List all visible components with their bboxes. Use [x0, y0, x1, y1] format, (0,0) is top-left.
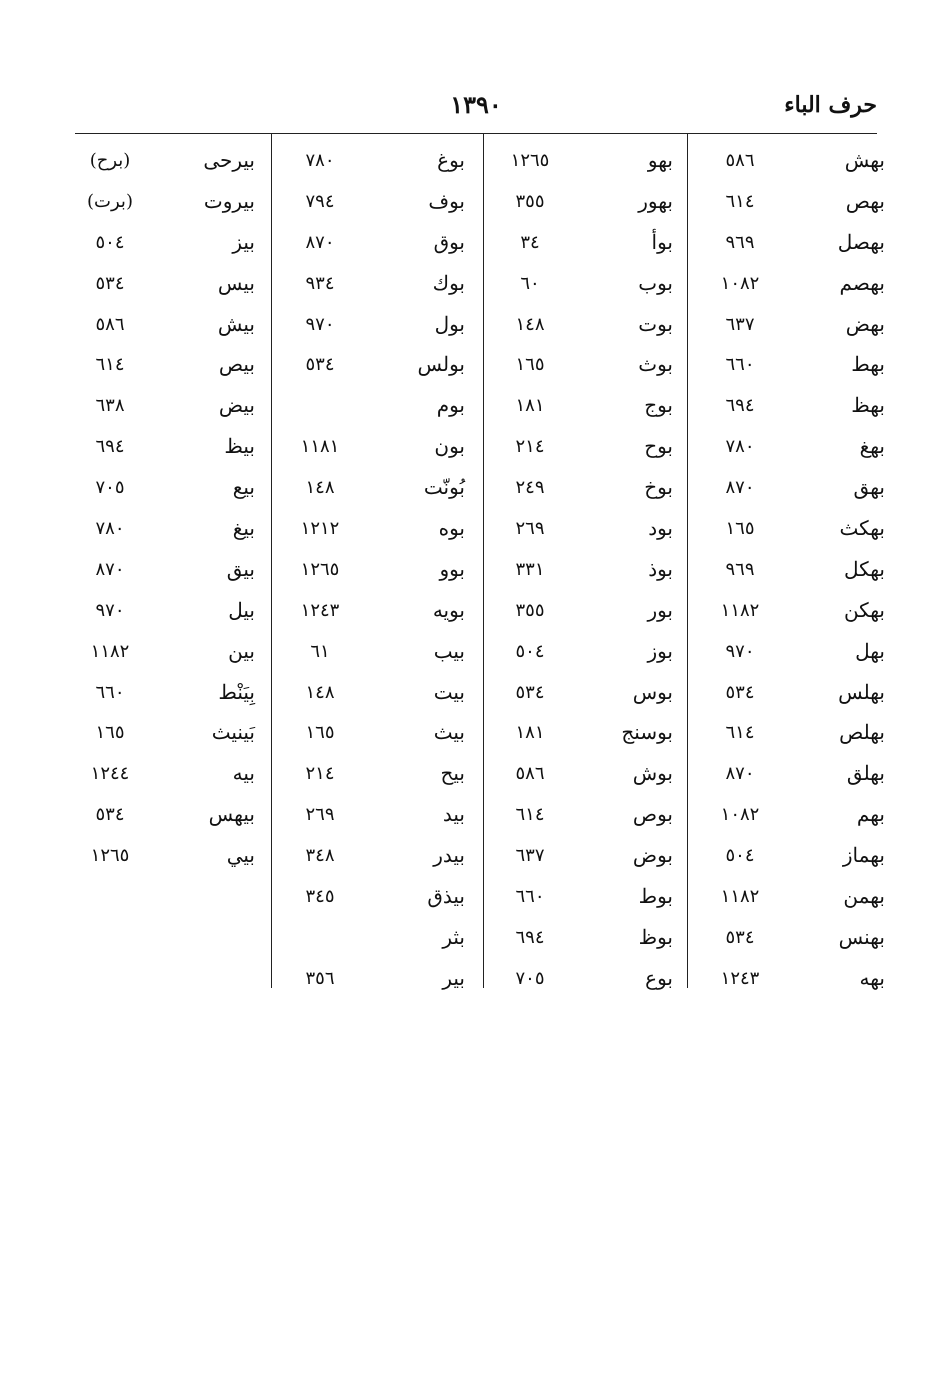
index-entry — [280, 839, 465, 880]
index-entry — [490, 185, 673, 226]
entry-word: بيش — [217, 311, 255, 336]
index-entry — [490, 635, 673, 676]
index-entry — [700, 308, 885, 349]
index-entry — [700, 144, 885, 185]
entry-reference: ٥٣٤ — [725, 681, 755, 703]
entry-reference: ١٤٨ — [305, 681, 335, 703]
entry-word: بيح — [440, 761, 465, 786]
index-entry — [70, 839, 255, 880]
index-entry — [700, 594, 885, 635]
entry-reference: ٧٨٠ — [95, 518, 125, 540]
entry-reference: ٥٣٤ — [515, 681, 545, 703]
entry-word: بهق — [853, 475, 885, 500]
index-entry — [700, 676, 885, 717]
entry-reference: ١٦٥ — [95, 722, 125, 744]
entry-word: بود — [648, 516, 673, 541]
entry-reference: ١٨١ — [515, 395, 545, 417]
entry-reference: ٢٦٩ — [305, 804, 335, 826]
entry-reference: ٥٠٤ — [725, 845, 755, 867]
entry-reference: ١٢٦٥ — [90, 845, 130, 867]
entry-word: بوص — [632, 802, 673, 827]
index-entry — [280, 389, 465, 430]
entry-word: بُونّت — [423, 475, 465, 500]
entry-reference: ١٢١٢ — [300, 518, 340, 540]
entry-word: بهكن — [843, 597, 885, 622]
index-entry — [280, 471, 465, 512]
index-entry — [70, 185, 255, 226]
index-entry — [490, 308, 673, 349]
entry-reference: ١٢٦٥ — [510, 150, 550, 171]
entry-reference: ٥٣٤ — [95, 272, 125, 294]
index-entry — [280, 880, 465, 921]
index-entry — [70, 676, 255, 717]
index-entry — [280, 594, 465, 635]
entry-word: بهنس — [838, 924, 885, 949]
entry-word: بيه — [232, 761, 255, 786]
index-entry — [490, 553, 673, 594]
entry-reference: (برح) — [89, 150, 131, 171]
index-entry — [280, 798, 465, 839]
entry-word: بول — [434, 311, 465, 336]
entry-word: بهكث — [839, 516, 885, 541]
header-rule — [75, 133, 877, 134]
entry-word: بوط — [638, 884, 673, 909]
index-entry — [700, 798, 885, 839]
index-entry — [70, 226, 255, 267]
entry-word: بون — [434, 434, 465, 459]
entry-word: بوض — [632, 843, 673, 868]
index-entry — [70, 389, 255, 430]
index-entry — [280, 676, 465, 717]
entry-word: بوغ — [437, 148, 465, 172]
entry-reference: ١٤٨ — [515, 313, 545, 335]
entry-reference: ٧٨٠ — [305, 150, 335, 171]
entry-reference: ٢٦٩ — [515, 518, 545, 540]
column-divider — [687, 133, 688, 988]
entry-word: بور — [647, 597, 673, 622]
entry-reference: ١٢٤٤ — [90, 763, 130, 785]
page-header — [75, 88, 877, 128]
index-entry — [490, 880, 673, 921]
entry-word: بيض — [218, 393, 255, 418]
entry-word: بهلص — [839, 720, 885, 745]
entry-reference: ٦٦٠ — [515, 886, 545, 908]
entry-word: بهل — [855, 638, 885, 663]
entry-word: بولس — [417, 352, 465, 377]
entry-word: بيغ — [232, 516, 255, 541]
index-entry — [700, 716, 885, 757]
index-entry — [70, 308, 255, 349]
entry-reference: ٦٣٨ — [95, 395, 125, 417]
entry-word: بيدر — [433, 843, 465, 868]
entry-word: بيد — [442, 802, 465, 827]
index-entry — [700, 185, 885, 226]
entry-word: بهص — [845, 188, 885, 213]
entry-word: بِيَنْط — [218, 679, 255, 704]
column-divider — [483, 133, 484, 988]
index-entry — [70, 716, 255, 757]
entry-word: بوسنج — [621, 720, 673, 745]
entry-reference: ٣٤٨ — [305, 845, 335, 867]
entry-reference: ١١٨٢ — [90, 640, 130, 662]
entry-reference: ١١٨٢ — [720, 599, 760, 621]
entry-reference: ١٨١ — [515, 722, 545, 744]
index-entry — [490, 757, 673, 798]
entry-reference: ٦٦٠ — [725, 354, 755, 376]
entry-reference: ٢٤٩ — [515, 477, 545, 499]
entry-word: بيظ — [224, 434, 255, 459]
index-entry — [280, 757, 465, 798]
index-entry — [280, 430, 465, 471]
entry-word: بوو — [439, 556, 465, 581]
index-entry — [490, 839, 673, 880]
entry-word: بَينيث — [211, 720, 255, 745]
index-entry — [700, 553, 885, 594]
entry-word: بوق — [433, 229, 465, 254]
index-entry — [700, 267, 885, 308]
index-entry — [280, 635, 465, 676]
entry-reference: ٦١٤ — [95, 354, 125, 376]
entry-reference: ١٢٤٣ — [720, 967, 760, 989]
entry-word: بثر — [442, 924, 465, 949]
index-entry — [490, 798, 673, 839]
entry-reference: ٩٧٠ — [95, 599, 125, 621]
entry-word: بهماز — [842, 843, 885, 868]
entry-word: بهه — [859, 965, 885, 990]
entry-reference: ٦٩٤ — [725, 395, 755, 417]
entry-word: بوس — [632, 679, 673, 704]
index-entry — [490, 348, 673, 389]
entry-word: بوم — [436, 393, 465, 418]
entry-word: بهلس — [838, 679, 885, 704]
entry-word: بهظ — [851, 393, 885, 418]
entry-word: بوش — [632, 761, 673, 786]
index-entry — [70, 348, 255, 389]
entry-reference: ١٠٨٢ — [720, 804, 760, 826]
entry-word: بهط — [851, 352, 885, 377]
entry-reference: ٧٠٥ — [95, 477, 125, 499]
index-entry — [490, 389, 673, 430]
entry-reference: ٨٧٠ — [725, 477, 755, 499]
entry-word: بيز — [232, 229, 255, 254]
entry-word: بهمن — [843, 884, 885, 909]
entry-reference: ٥٨٦ — [515, 763, 545, 785]
index-entry — [700, 757, 885, 798]
index-entry — [490, 430, 673, 471]
index-entry — [280, 348, 465, 389]
entry-reference: ٣٥٥ — [515, 599, 545, 621]
index-entry — [70, 512, 255, 553]
entry-reference: ٦٠ — [520, 272, 540, 294]
index-entry — [490, 226, 673, 267]
index-entry — [700, 962, 885, 1003]
column-divider — [271, 133, 272, 988]
index-entry — [490, 144, 673, 185]
entry-reference: ٥٠٤ — [95, 231, 125, 253]
entry-word: بوه — [438, 516, 465, 541]
entry-word: بوك — [432, 270, 465, 295]
index-entry — [700, 921, 885, 962]
index-entry — [280, 512, 465, 553]
entry-reference: ٨٧٠ — [95, 558, 125, 580]
entry-reference: ٢١٤ — [305, 763, 335, 785]
entry-word: بيس — [217, 270, 255, 295]
entry-word: بوذ — [648, 556, 673, 581]
entry-reference: ٧٠٥ — [515, 967, 545, 989]
entry-word: بير — [442, 965, 465, 990]
entry-word: بين — [228, 638, 255, 663]
entry-reference: ٦٩٤ — [515, 926, 545, 948]
entry-word: بهم — [856, 802, 885, 827]
index-entry — [280, 716, 465, 757]
entry-word: بهو — [647, 148, 673, 172]
entry-word: بهصم — [839, 270, 885, 295]
entry-word: بيرحى — [203, 148, 255, 172]
entry-word: بوج — [644, 393, 673, 418]
entry-reference: ٩٣٤ — [305, 272, 335, 294]
entry-reference: ٥٨٦ — [95, 313, 125, 335]
index-entry — [490, 471, 673, 512]
index-entry — [70, 471, 255, 512]
entry-reference: ١٦٥ — [725, 518, 755, 540]
entry-reference: ٥٠٤ — [515, 640, 545, 662]
entry-word: بيع — [232, 475, 255, 500]
entry-reference: ٦٦٠ — [95, 681, 125, 703]
entry-reference: ٩٧٠ — [305, 313, 335, 335]
index-entry — [70, 798, 255, 839]
entry-reference: ٥٨٦ — [725, 150, 755, 171]
entry-reference: ٦١ — [310, 640, 330, 662]
entry-word: بيي — [226, 843, 255, 868]
entry-word: بوت — [638, 311, 673, 336]
index-entry — [490, 716, 673, 757]
index-entry — [700, 512, 885, 553]
entry-reference: ١٦٥ — [515, 354, 545, 376]
index-entry — [700, 348, 885, 389]
entry-word: بيهس — [208, 802, 255, 827]
entry-reference: ٩٦٩ — [725, 558, 755, 580]
entry-reference: ٣٤ — [520, 231, 540, 253]
entry-word: بوز — [647, 638, 673, 663]
index-column-4 — [70, 144, 255, 880]
index-entry — [280, 962, 465, 1003]
entry-word: بوح — [644, 434, 673, 459]
entry-word: بوث — [638, 352, 673, 377]
index-column-3 — [280, 144, 465, 1003]
entry-reference: ٥٣٤ — [725, 926, 755, 948]
entry-reference: ٣٣١ — [515, 558, 545, 580]
index-entry — [490, 594, 673, 635]
entry-reference: ٨٧٠ — [305, 231, 335, 253]
index-entry — [490, 921, 673, 962]
entry-word: بهش — [844, 148, 885, 172]
entry-reference: ١٤٨ — [305, 477, 335, 499]
index-entry — [700, 430, 885, 471]
entry-reference: ٣٥٥ — [515, 190, 545, 212]
entry-reference: ١٦٥ — [305, 722, 335, 744]
index-entry — [700, 471, 885, 512]
entry-word: بهلق — [846, 761, 885, 786]
entry-word: بيروت — [203, 188, 255, 213]
entry-word: بوأ — [651, 229, 673, 254]
entry-reference: ٦١٤ — [725, 190, 755, 212]
entry-word: بيل — [228, 597, 255, 622]
entry-word: بهكل — [844, 556, 885, 581]
entry-word: بهغ — [859, 434, 885, 459]
entry-reference: ٣٤٥ — [305, 886, 335, 908]
entry-word: بوف — [428, 188, 465, 213]
index-entry — [280, 921, 465, 962]
entry-word: بهور — [638, 188, 673, 213]
index-entry — [490, 267, 673, 308]
entry-reference: ٨٧٠ — [725, 763, 755, 785]
index-entry — [70, 594, 255, 635]
index-entry — [700, 226, 885, 267]
entry-reference: ٩٧٠ — [725, 640, 755, 662]
entry-word: بوظ — [638, 924, 673, 949]
entry-word: بوب — [638, 270, 673, 295]
index-entry — [700, 635, 885, 676]
index-entry — [280, 185, 465, 226]
index-entry — [70, 757, 255, 798]
index-entry — [490, 676, 673, 717]
entry-reference: ١٠٨٢ — [720, 272, 760, 294]
entry-word: بهض — [845, 311, 885, 336]
entry-reference: ٦١٤ — [515, 804, 545, 826]
index-entry — [280, 226, 465, 267]
index-entry — [490, 962, 673, 1003]
index-entry — [70, 430, 255, 471]
section-title: حرف الباء — [784, 92, 877, 118]
entry-reference: ٦٣٧ — [725, 313, 755, 335]
index-entry — [280, 308, 465, 349]
entry-word: بيص — [218, 352, 255, 377]
index-entry — [280, 553, 465, 594]
entry-reference: ٣٥٦ — [305, 967, 335, 989]
index-entry — [280, 267, 465, 308]
entry-reference: ٩٦٩ — [725, 231, 755, 253]
entry-word: بيذق — [427, 884, 465, 909]
entry-word: بيب — [433, 638, 465, 663]
index-entry — [70, 144, 255, 185]
entry-reference: ٦٩٤ — [95, 436, 125, 458]
index-entry — [700, 880, 885, 921]
entry-reference: ١٢٤٣ — [300, 599, 340, 621]
entry-reference: ١١٨١ — [300, 436, 340, 458]
index-entry — [700, 839, 885, 880]
index-entry — [70, 635, 255, 676]
entry-reference: ٢١٤ — [515, 436, 545, 458]
entry-reference: ٧٩٤ — [305, 190, 335, 212]
entry-reference: ٦٣٧ — [515, 845, 545, 867]
entry-word: بيق — [226, 556, 255, 581]
entry-reference: (برت) — [87, 190, 133, 212]
index-entry — [70, 267, 255, 308]
index-entry — [70, 553, 255, 594]
page-number: ١٣٩٠ — [450, 90, 502, 119]
entry-word: بوع — [645, 965, 673, 990]
entry-reference: ١١٨٢ — [720, 886, 760, 908]
entry-word: بهصل — [837, 229, 885, 254]
entry-reference: ٧٨٠ — [725, 436, 755, 458]
index-column-2 — [490, 144, 673, 1003]
entry-reference: ٦١٤ — [725, 722, 755, 744]
entry-word: بوخ — [644, 475, 673, 500]
entry-word: بويه — [432, 597, 465, 622]
index-column-1 — [700, 144, 885, 1003]
entry-reference: ٥٣٤ — [95, 804, 125, 826]
index-entry — [700, 389, 885, 430]
entry-reference: ١٢٦٥ — [300, 558, 340, 580]
index-entry — [490, 512, 673, 553]
entry-word: بيث — [433, 720, 465, 745]
entry-reference: ٥٣٤ — [305, 354, 335, 376]
index-entry — [280, 144, 465, 185]
entry-word: بيت — [433, 679, 465, 704]
